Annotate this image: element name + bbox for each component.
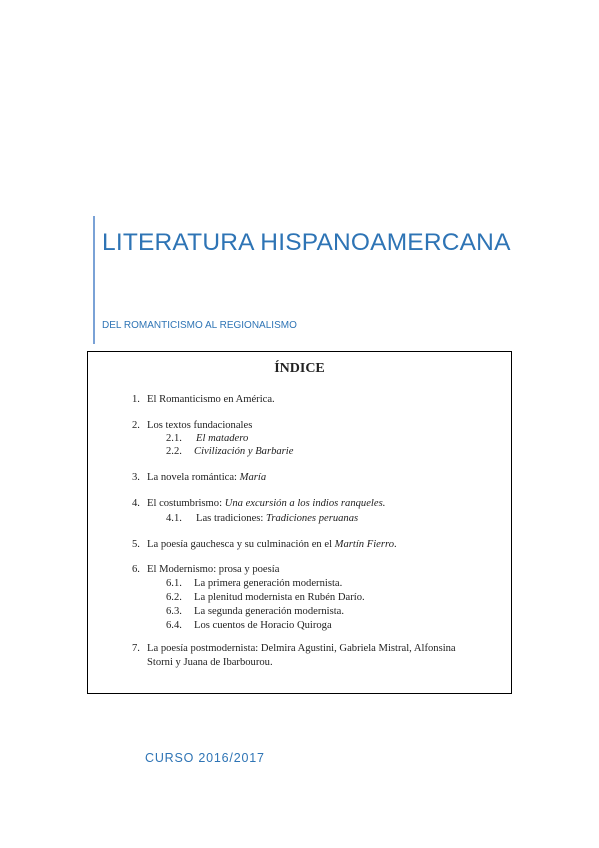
document-subtitle: DEL ROMANTICISMO AL REGIONALISMO (102, 320, 297, 331)
item-text: La poesía gauchesca y su culminación en el (147, 539, 335, 550)
item-emphasis: Martín Fierro (334, 539, 395, 550)
item-tail: . (394, 539, 397, 550)
item-text: El costumbrismo: (147, 498, 225, 509)
item-emphasis: María (239, 472, 267, 483)
item-emphasis: Tradiciones peruanas (266, 513, 359, 524)
item-emphasis: Una excursión a los indios ranqueles. (224, 498, 386, 509)
index-heading: ÍNDICE (274, 361, 325, 376)
index-box: ÍNDICE 1. El Romanticismo en América. 2. Los textos fundacionales 2.1. El matadero 2.2. Civilización y Barbarie 3. La novela romántica: María 4. El costumbrismo: Una excursión a los indios ranqueles. 4.1. Las tradiciones: Tradiciones peruanas 5. La poesía gauchesca y su culminación en el Martín Fierro. 6. El Modernismo: prosa y poesía 6.1. La primera generación modernista. 6.2. La plenitud modernista en Rubén Darío. 6.3. La segunda generación modernista. 6.4. Los cuentos de Horacio Quiroga 7. La poesía postmodernista: Delmira Agustini, Gabriela Mistral, Alfonsina Storni y Juana de Ibarbourou. (87, 351, 512, 694)
cover-accent-rule (93, 216, 95, 344)
document-title: LITERATURA HISPANOAMERCANA (102, 229, 511, 256)
course-year: CURSO 2016/2017 (145, 751, 265, 765)
item-text: Las tradiciones: (196, 513, 267, 524)
item-text: La novela romántica: (147, 472, 240, 483)
